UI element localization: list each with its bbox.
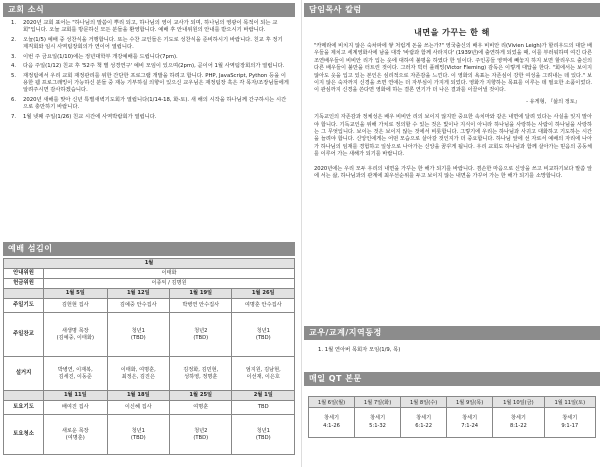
qt-verses: 8:1-22 [509, 422, 527, 429]
qt-date: 1월 7일(화) [355, 397, 401, 408]
clean-line: 청년1 [256, 428, 270, 434]
community-news-header: 교우/교계/지역동정 [304, 326, 600, 340]
offering-value: 이종익 / 김명원 [44, 279, 295, 289]
news-text: 2020년 새해를 맞아 신년 특별새벽기도회가 열립니다(1/14-18, 화-토). 새 해의 시작을 하나님께 간구하시는 시간으로 충만하기 바랍니다. [23, 96, 287, 110]
sat-clean-cell [232, 415, 295, 455]
blank-cell [4, 391, 44, 401]
dishes-line: 박병연, 이재복, [57, 367, 93, 373]
fellowship-cell [44, 313, 108, 357]
table-row [4, 259, 295, 269]
table-row [309, 397, 596, 408]
sat-clean-label: 토요청소 [4, 415, 44, 455]
dishes-line: 이태화, 여명훈, [120, 367, 156, 373]
table-row [4, 279, 295, 289]
dishes-line: 최정은, 김진은 [121, 373, 155, 380]
prayer-cell: 김헌현 집사 [44, 299, 108, 313]
column-paragraph: 기독교인의 자존감과 정체성은 배우 비비안 리의 보이지 않지만 중요한 속치마와 같은 내면에 달려 있다는 사실을 잊지 말아야 합니다. 기독교인을 위해 가치로 정의할 수 있는 것은 빛이나 지식이 아니라 하나님을 사랑하는 사람이 하나님을 사랑하는 그 무엇입니다. 보이는 것은 보이지 않는 것에서 비롯합니다. 그렇기에 우리는 하나님과 사귀고 대화하고 기도하는 시간을 늘려야 합니다. 신앙인에게는 어떤 모습으로 살아갈 것인지가 더 중요합니다. 하나님 앞에 선 자로서 예배의 자리에 나아가 하나님의 임재를 경험하고 일상으로 나아가는 신앙을 꿈꾸게 됩니다. 우리 교회도 하나님과 함께 살아가는 믿음의 공동체를 이루어 가는 새해가 되기를 바랍니다. [314, 114, 592, 158]
service-helpers-section [3, 242, 295, 455]
clean-line: (TBD) [255, 434, 271, 441]
date-cell: 1월 25일 [170, 391, 232, 401]
date-cell: 1월 19일 [170, 289, 232, 299]
fellowship-line: 청년1 [131, 328, 145, 334]
table-row [309, 408, 596, 438]
column-divider [301, 0, 302, 467]
prayer-cell: 박병연 안수집사 [170, 299, 232, 313]
dishes-line: 엄지원, 김남현, [245, 367, 281, 373]
date-cell: 1월 5일 [44, 289, 108, 299]
sat-prayer-cell: 배여진 집사 [44, 401, 108, 415]
fellowship-cell [232, 313, 295, 357]
dishes-label: 설거지 [4, 357, 44, 391]
qt-passage [493, 408, 544, 438]
date-cell: 1월 12일 [107, 289, 169, 299]
date-cell: 2월 1일 [232, 391, 295, 401]
blank-cell [4, 289, 44, 299]
usher-value: 이태화 [44, 269, 295, 279]
community-news-section [304, 326, 600, 353]
table-row [4, 401, 295, 415]
sat-clean-cell [44, 415, 108, 455]
daily-qt-header: 매일 QT 본문 [304, 372, 600, 386]
qt-passage [447, 408, 493, 438]
qt-verses: 5:1-32 [369, 422, 386, 429]
offering-label: 헌금위원 [4, 279, 44, 289]
dishes-cell [107, 357, 169, 391]
news-item [11, 20, 289, 34]
sat-prayer-label: 토요기도 [4, 401, 44, 415]
column-citation: - 유게형, 『삶의 정토』 [526, 98, 580, 105]
qt-book: 창세기 [462, 415, 478, 421]
daily-qt-section [304, 372, 600, 438]
clean-line: 청년1 [131, 428, 145, 434]
fellowship-line: 새생명 목장 [61, 328, 89, 334]
community-news-item: 1. 1월 연아버 목회자 모임(1/9, 목) [318, 347, 401, 353]
dishes-cell [170, 357, 232, 391]
news-number: 6. [11, 96, 17, 103]
sat-prayer-cell: TBD [232, 401, 295, 415]
qt-verses: 4:1-26 [323, 422, 340, 429]
qt-book: 창세기 [416, 415, 432, 421]
fellowship-cell [170, 313, 232, 357]
qt-date: 1월 11일(토) [544, 397, 595, 408]
qt-verses: 6:1-22 [415, 422, 433, 429]
column-paragraph: 2020년에는 우리 모두 우리의 내면을 가꾸는 한 해가 되기를 바랍니다. 겸손한 마음으로 신앙을 쓰고 비교하기보다 말씀 앞에 서는 삶, 하나님과의 관계에 최우선순위를 두고 보이지 않는 내면을 가꾸어 가는 한 해가 되기를 소망합니다. [314, 165, 592, 180]
sat-prayer-cell: 이신혜 집사 [107, 401, 169, 415]
table-row [4, 269, 295, 279]
news-number: 4. [11, 63, 17, 70]
pastor-column-section [304, 3, 600, 188]
fellowship-line: (TBD) [193, 334, 209, 341]
fellowship-line: 청년1 [256, 328, 270, 334]
clean-line: (여명훈) [65, 434, 85, 441]
sat-prayer-cell: 여명훈 [170, 401, 232, 415]
dishes-line: 성하영, 정명훈 [184, 373, 218, 380]
news-item [11, 54, 289, 61]
news-text: 오늘(1/5) 예배 중 성찬식을 거행합니다. 또는 수찬 교인들은 기도로 성찬식을 준비하시기 바랍니다. 친교 후 정기 제직회와 임시 사역팀장회의가 연이어 열립니다. [23, 36, 283, 50]
date-cell: 1월 11일 [44, 391, 108, 401]
date-cell: 1월 26일 [232, 289, 295, 299]
news-number: 7. [11, 113, 17, 120]
prayer-cell: 여명훈 안수집사 [232, 299, 295, 313]
qt-date: 1월 9일(목) [447, 397, 493, 408]
table-row [4, 289, 295, 299]
qt-date: 1월 6일(월) [309, 397, 355, 408]
service-table [3, 258, 295, 455]
prayer-cell: 김예중 안수집사 [107, 299, 169, 313]
fellowship-line: 청년2 [194, 328, 208, 334]
qt-table [308, 396, 596, 438]
fellowship-label: 주일찬교 [4, 313, 44, 357]
dishes-line: 이선재, 이은호 [246, 373, 280, 380]
fellowship-line: (TBD) [255, 334, 271, 341]
fellowship-line: (TBD) [130, 334, 146, 341]
qt-book: 창세기 [510, 415, 526, 421]
news-text: 1월 넷째 주일(1/26) 친교 시간에 사역박람회가 열립니다. [23, 113, 157, 120]
table-row [4, 391, 295, 401]
qt-book: 창세기 [370, 415, 386, 421]
clean-line: 새로운 목장 [61, 428, 89, 434]
qt-verses: 7:1-24 [461, 422, 479, 429]
dishes-cell [44, 357, 108, 391]
sat-clean-cell [170, 415, 232, 455]
prayer-label: 주일기도 [4, 299, 44, 313]
church-news-header: 교회 소식 [3, 3, 295, 17]
church-news-section [3, 3, 295, 123]
month-cell: 1월 [4, 259, 295, 269]
clean-line: 청년2 [194, 428, 208, 434]
pastor-column-header: 담임목사 칼럼 [304, 3, 600, 17]
table-row [4, 299, 295, 313]
news-number: 2. [11, 36, 17, 43]
qt-passage [544, 408, 595, 438]
qt-date: 1월 10일(금) [493, 397, 544, 408]
clean-line: (TBD) [193, 434, 209, 441]
qt-verses: 9:1-17 [561, 422, 579, 429]
news-text: 2020년 교회 표어는 "하나님의 말씀이 뿌리 되고, 하나님의 영이 교사가 되며, 하나님의 영광이 목적이 되는 교회"입니다. 오늘 교회를 방문하신 모든 분들을 환영합니다. 예배 후 안내위원의 안내를 받으시기 바랍니다. [23, 20, 278, 34]
qt-date: 1월 8일(수) [401, 397, 447, 408]
service-helpers-header: 예배 섬김이 [3, 242, 295, 256]
news-text: 재정팀에서 우리 교회 재정관리를 위한 간단한 프로그램 개발을 하려고 합니다. PHP, JavaScript, Python 등을 이용한 웹 프로그래밍이 가능하신 분들 중 재능 기부하실 의향이 있으신 교우님은 재정팀장 혹은 각 목자/조장님들에게 알려주시면 감사하겠습니다. [23, 72, 289, 94]
table-row [4, 313, 295, 357]
church-news-list [3, 17, 295, 121]
news-item [11, 97, 289, 111]
qt-passage [309, 408, 355, 438]
sat-clean-cell [107, 415, 169, 455]
dishes-line: 김정화, 김민현, [183, 367, 219, 373]
fellowship-cell [107, 313, 169, 357]
column-title: 내면을 가꾸는 한 해 [414, 28, 490, 37]
qt-passage [355, 408, 401, 438]
news-item [11, 73, 289, 95]
news-text: 다음 주일(1/12) 친교 후 '52주 책 별 성경연구' 예비 모임이 있으며(2pm), 곧이어 1월 사역팀장회의가 열립니다. [23, 63, 285, 70]
date-cell: 1월 18일 [107, 391, 169, 401]
news-item [11, 114, 289, 121]
qt-passage [401, 408, 447, 438]
news-text: 이번 주 금요일(1/10)에는 정년대학부 개강예배를 드립니다(7pm). [23, 53, 178, 60]
table-row [4, 357, 295, 391]
left-column [0, 0, 298, 467]
qt-book: 창세기 [324, 415, 340, 421]
column-body [314, 43, 592, 181]
news-number: 5. [11, 72, 17, 79]
table-row [4, 415, 295, 455]
news-number: 3. [11, 53, 17, 60]
qt-book: 창세기 [562, 415, 578, 421]
column-paragraph: "카메라에 비치지 않은 숙차파에 쌓 처럼게 돈을 쓰는가?" 영국출신의 배우 비비안 리(Vivien Leigh)가 할리우드의 대단 배우들을 제치고 세계영화사에 남을 대작 '바람과 함께 사라지다' (1939년)에 출연하게 되었을 때, 이를 부러워하며 여긴 다른 조연배우들이 비비안 리가 입는 옷에 대하여 불평을 하였다 한 일이다. 주인공들 영역에 빼놓지 하지 보면 할리우드 출신의 다른 배우들이 불만을 터트린 것이다. 그러자 빅터 플레밍(Victor Fleming) 감독은 이렇게 대답을 한다. "회에서는 보이지 않아도 옷을 입고 있는 본인은 심리적으로 자존감을 느낀다. 이 영화의 욕표는 자존심이 강한 여성을 그려내는 데 있다." 보이지 않은 숙자까지 신경을 쓰면 연애는 더 자부심이 가지게 되었다. 영화가 지향하는 목표를 이루는 데 필요한 소품이었다. 이 관심까지 신경을 쓴다면 영화에 하는 결론 연기가 더 나은 결과를 이끌어낼 것이다. [314, 43, 592, 94]
news-number: 1. [11, 20, 17, 26]
news-item [11, 63, 289, 70]
dishes-cell [232, 357, 295, 391]
dishes-line: 김세진, 이동준 [58, 373, 92, 380]
fellowship-line: (김예중, 이태화) [56, 334, 94, 341]
right-column [304, 0, 600, 467]
news-item [11, 37, 289, 51]
clean-line: (TBD) [130, 434, 146, 441]
usher-label: 안내위원 [4, 269, 44, 279]
